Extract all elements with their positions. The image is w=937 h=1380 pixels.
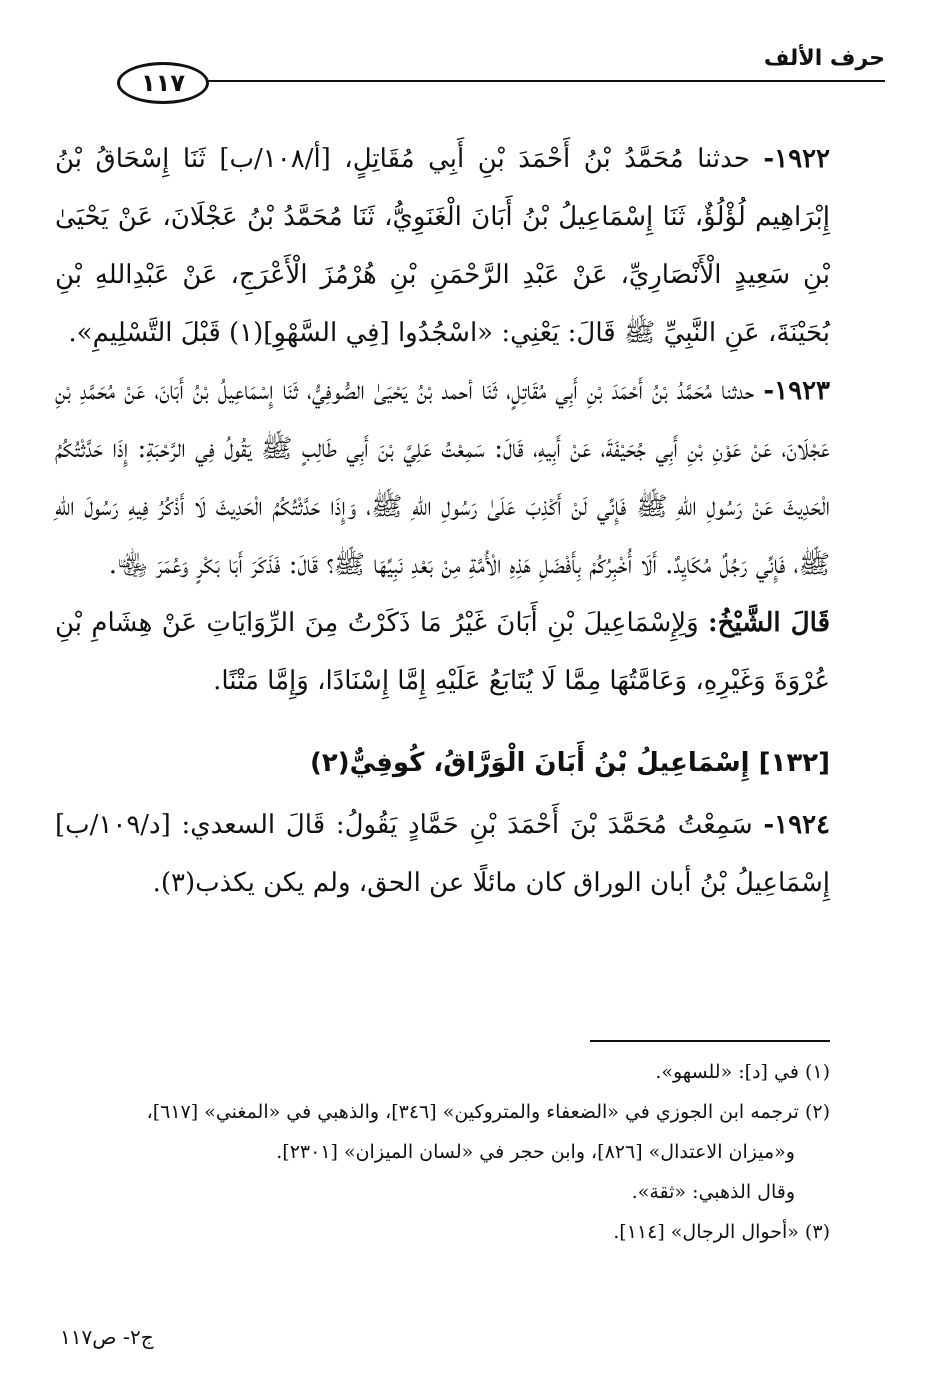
footnotes bbox=[55, 1052, 830, 1252]
footnote-2-note: وقال الذهبي: «ثقة». bbox=[631, 1181, 795, 1203]
sheikh-label: قَالَ الشَّيْخُ: bbox=[708, 608, 831, 638]
footnote-3: (٣) «أحوال الرجال» [١١٤]. bbox=[613, 1221, 830, 1243]
hadith-number: ١٩٢٢- bbox=[763, 144, 831, 174]
hadith-1922 bbox=[55, 130, 830, 362]
volume-page-reference: ج٢- ص١١٧ bbox=[60, 1325, 154, 1349]
hadith-text: حدثنا مُحَمَّدُ بْنُ أَحْمَدَ بْنِ أَبِي مُقَاتِلٍ، ثَنَا أحمد بْنُ يَحْيَىٰ الصُّوفِيُّ، ثَنَا إِسْمَاعِيلُ بْنُ أَبَانَ، عَنْ مُحَمَّدِ بْنِ عَجْلَانَ، عَنْ عَوْنِ بْنِ أَبِي جُحَيْفَةَ، عَنْ أَبِيهِ، قَالَ: سَمِعْتُ عَلِيَّ بْنَ أَبِي طَالِبٍ ﷺ يَقُولُ فِي الرَّحْبَةِ: إِذَا حَدَّثْتُكُمُ الْحَدِيثَ عَنْ رَسُولِ اللهِ ﷺ فَإِنِّي لَنْ أَكْذِبَ عَلَىٰ رَسُولِ اللهِ ﷺ، وَإِذَا حَدَّثْتُكُمُ الْحَدِيثَ لَا أَذْكُرُ فِيهِ رَسُولَ اللهِ ﷺ، فَإِنِّي رَجُلٌ مُكَايِدٌ. أَلَا أُخْبِرُكُمْ بِأَفْضَلِ هَذِهِ الْأُمَّةِ مِنْ بَعْدِ نَبِيِّهَا ﷺ؟ قَالَ: فَذَكَرَ أَبَا بَكْرٍ وَعُمَرَ ﵄. bbox=[55, 376, 830, 580]
main-text bbox=[55, 130, 830, 912]
hadith-text: سَمِعْتُ مُحَمَّدَ بْنَ أَحْمَدَ بْنِ حَمَّادٍ يَقُولُ: قَالَ السعدي: [د/١٠٩/ب] إِسْمَاعِيلُ بْنُ أبان الوراق كان مائلًا عن الحق، ولم يكن يكذب(٣). bbox=[55, 810, 830, 898]
page-header bbox=[55, 38, 885, 108]
hadith-number: ١٩٢٤- bbox=[763, 810, 830, 840]
hadith-1924 bbox=[55, 796, 830, 912]
footnote-2-continued: و«ميزان الاعتدال» [٨٢٦]، وابن حجر في «لسان الميزان» [٢٣٠١]. bbox=[276, 1141, 795, 1163]
header-rule bbox=[190, 80, 885, 82]
hadith-text: حدثنا مُحَمَّدُ بْنُ أَحْمَدَ بْنِ أَبِي مُقَاتِلٍ، [أ/١٠٨/ب] ثَنَا إِسْحَاقُ بْنُ إِبْرَاهِيم لُؤْلُؤٌ، ثَنَا إِسْمَاعِيلُ بْنُ أَبَانَ الْغَنَوِيُّ، ثَنَا مُحَمَّدُ بْنُ عَجْلَانَ، عَنْ يَحْيَىٰ بْنِ سَعِيدٍ الْأَنْصَارِيِّ، عَنْ عَبْدِ الرَّحْمَنِ بْنِ هُرْمُزَ الْأَعْرَجِ، عَنْ عَبْدِاللهِ بْنِ بُحَيْنَةَ، عَنِ النَّبِيِّ ﷺ قَالَ: يَعْنِي: «اسْجُدُوا [فِي السَّهْوِ](١) قَبْلَ التَّسْلِيمِ». bbox=[55, 144, 830, 348]
page-number: ١١٧ bbox=[117, 62, 209, 104]
running-head: حرف الألف bbox=[763, 46, 885, 71]
hadith-1923 bbox=[55, 362, 830, 594]
footnote-2: (٢) ترجمه ابن الجوزي في «الضعفاء والمتروكين» [٣٤٦]، والذهبي في «المغني» [٦١٧]، bbox=[146, 1101, 830, 1123]
sheikh-text: وَلِإِسْمَاعِيلَ بْنِ أَبَانَ غَيْرُ مَا ذَكَرْتُ مِنَ الرِّوَايَاتِ عَنْ هِشَامِ بْنِ عُرْوَةَ وَغَيْرِهِ، وَعَامَّتُهَا مِمَّا لَا يُتَابَعُ عَلَيْهِ إِمَّا إِسْنَادًا، وَإِمَّا مَتْنًا. bbox=[55, 608, 830, 696]
footnote-rule bbox=[590, 1040, 830, 1042]
footnote-1: (١) في [د]: «للسهو». bbox=[655, 1061, 830, 1083]
biography-heading: [١٣٢] إِسْمَاعِيلُ بْنُ أَبَانَ الْوَرَّاقُ، كُوفِيٌّ(٢) bbox=[309, 748, 830, 778]
sheikh-comment bbox=[55, 594, 830, 710]
hadith-number: ١٩٢٣- bbox=[763, 376, 830, 406]
